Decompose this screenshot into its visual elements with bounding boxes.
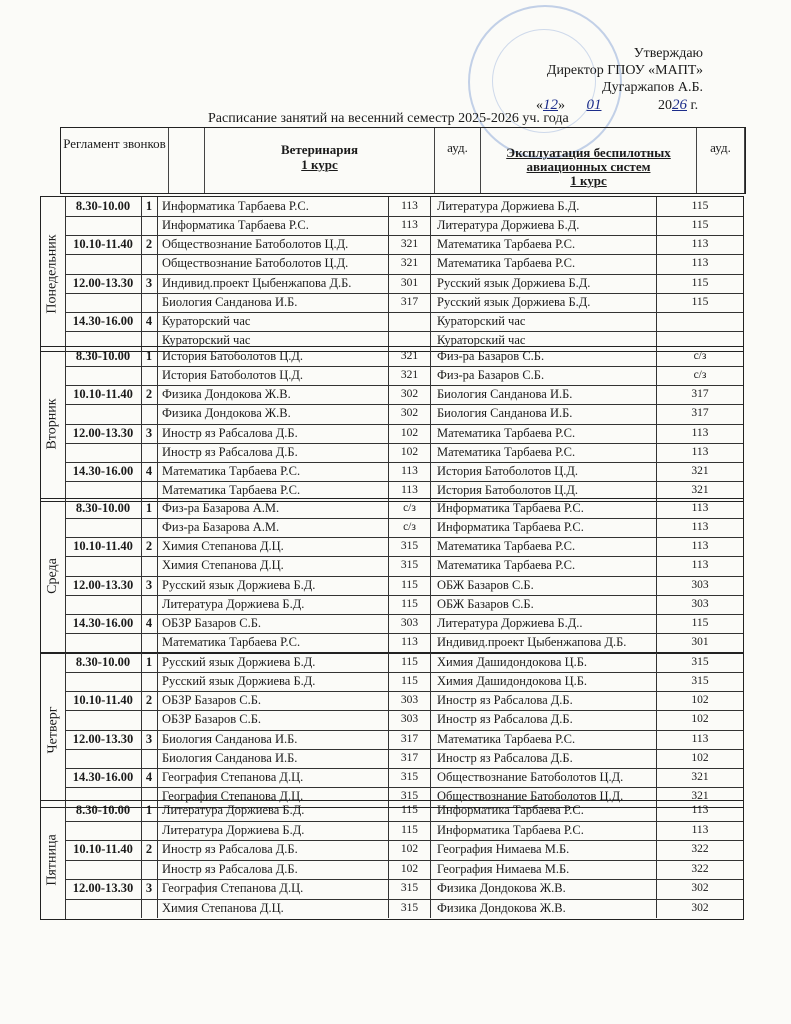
lesson-number: 2 xyxy=(141,385,158,404)
table-row xyxy=(65,197,743,217)
table-row xyxy=(65,216,743,236)
time-cell: 14.30-16.00 xyxy=(65,462,142,481)
day-name-cell xyxy=(41,801,66,919)
vet-lesson: Русский язык Доржиева Б.Д. xyxy=(157,653,389,672)
table-row xyxy=(65,801,743,822)
vet-lesson: Химия Степанова Д.Ц. xyxy=(157,556,389,575)
vet-room: 315 xyxy=(389,879,431,899)
lesson-number: 1 xyxy=(141,347,158,366)
lesson-number: 3 xyxy=(141,576,158,595)
uav-lesson: Литература Доржиева Б.Д.. xyxy=(431,614,657,633)
uav-room: 113 xyxy=(691,540,709,553)
vet-lesson: Математика Тарбаева Р.С. xyxy=(157,633,389,652)
time-cell: 12.00-13.30 xyxy=(65,879,142,899)
vet-room: 115 xyxy=(389,576,431,595)
table-row xyxy=(65,691,743,711)
uav-lesson: ОБЖ Базаров С.Б. xyxy=(431,595,657,614)
approval-signatory: Дугаржапов А.Б. xyxy=(602,80,703,95)
day-name: Среда xyxy=(45,558,60,594)
vet-room: 317 xyxy=(389,293,431,312)
day-name-cell xyxy=(41,653,66,807)
header-group1 xyxy=(205,128,435,193)
vet-lesson: История Батоболотов Ц.Д. xyxy=(157,366,389,385)
time-cell: 10.10-11.40 xyxy=(65,385,142,404)
table-row xyxy=(65,879,743,900)
table-row xyxy=(65,821,743,842)
uav-lesson: Математика Тарбаева Р.С. xyxy=(431,235,657,254)
uav-room: 113 xyxy=(691,804,709,816)
lesson-number: 3 xyxy=(141,274,158,293)
time-cell xyxy=(65,710,142,729)
uav-lesson: Иностр яз Рабсалова Д.Б. xyxy=(431,749,657,768)
vet-room: 113 xyxy=(389,462,431,481)
uav-lesson: Кураторский час xyxy=(431,312,657,331)
vet-room: с/з xyxy=(389,518,431,537)
header-group2 xyxy=(481,128,697,193)
table-row xyxy=(65,672,743,692)
lesson-number: 1 xyxy=(141,653,158,672)
vet-room: 321 xyxy=(389,235,431,254)
time-cell: 14.30-16.00 xyxy=(65,312,142,331)
vet-lesson: ОБЗР Базаров С.Б. xyxy=(157,710,389,729)
uav-lesson: Математика Тарбаева Р.С. xyxy=(431,254,657,273)
vet-room: 102 xyxy=(389,860,431,880)
table-row xyxy=(65,576,743,596)
uav-room: 113 xyxy=(691,426,709,439)
table-row xyxy=(65,254,743,274)
lesson-number xyxy=(141,860,158,880)
uav-lesson: Русский язык Доржиева Б.Д. xyxy=(431,293,657,312)
uav-room: 115 xyxy=(691,295,709,308)
vet-lesson: Физика Дондокова Ж.В. xyxy=(157,385,389,404)
vet-room: 315 xyxy=(389,787,431,806)
time-cell: 8.30-10.00 xyxy=(65,347,142,366)
uav-room: 113 xyxy=(691,559,709,572)
uav-lesson: Биология Санданова И.Б. xyxy=(431,385,657,404)
day-block xyxy=(40,346,744,502)
lesson-number: 2 xyxy=(141,537,158,556)
vet-room xyxy=(389,312,431,331)
uav-room: 102 xyxy=(691,713,709,726)
uav-room: 303 xyxy=(691,597,709,610)
lesson-number xyxy=(141,821,158,841)
vet-room: 303 xyxy=(389,691,431,710)
vet-room: 315 xyxy=(389,556,431,575)
uav-room: 115 xyxy=(691,616,709,629)
uav-room: 115 xyxy=(691,219,709,232)
time-cell: 8.30-10.00 xyxy=(65,499,142,518)
time-cell xyxy=(65,821,142,841)
vet-lesson: История Батоболотов Ц.Д. xyxy=(157,347,389,366)
header-aud2: ауд. xyxy=(697,128,745,193)
table-row xyxy=(65,462,743,482)
date-quote-close: » xyxy=(558,98,565,113)
table-row xyxy=(65,614,743,634)
uav-lesson: Химия Дашидондокова Ц.Б. xyxy=(431,672,657,691)
time-cell xyxy=(65,254,142,273)
vet-room: 321 xyxy=(389,366,431,385)
vet-lesson: Биология Санданова И.Б. xyxy=(157,749,389,768)
vet-lesson: Литература Доржиева Б.Д. xyxy=(157,821,389,841)
time-cell xyxy=(65,749,142,768)
vet-lesson: Химия Степанова Д.Ц. xyxy=(157,537,389,556)
table-row xyxy=(65,235,743,255)
time-cell xyxy=(65,595,142,614)
table-row xyxy=(65,556,743,576)
lesson-number: 1 xyxy=(141,499,158,518)
vet-lesson: Физ-ра Базарова А.М. xyxy=(157,499,389,518)
uav-lesson: Информатика Тарбаева Р.С. xyxy=(431,499,657,518)
uav-lesson: География Нимаева М.Б. xyxy=(431,840,657,860)
time-cell xyxy=(65,404,142,423)
uav-room: 113 xyxy=(691,502,709,514)
time-cell: 10.10-11.40 xyxy=(65,691,142,710)
date-day: 12 xyxy=(543,97,558,113)
uav-lesson: Индивид.проект Цыбенжапова Д.Б. xyxy=(431,633,657,652)
lesson-number: 4 xyxy=(141,312,158,331)
time-cell xyxy=(65,899,142,919)
header-aud1: ауд. xyxy=(435,128,481,193)
approval-position: Директор ГПОУ «МАПТ» xyxy=(546,63,703,78)
day-name: Четверг xyxy=(45,706,61,754)
uav-room: 302 xyxy=(691,901,709,914)
uav-lesson: Информатика Тарбаева Р.С. xyxy=(431,801,657,821)
uav-room: 102 xyxy=(691,694,709,707)
vet-room: 317 xyxy=(389,730,431,749)
uav-lesson: Физ-ра Базаров С.Б. xyxy=(431,347,657,366)
uav-room: с/з xyxy=(693,350,707,362)
vet-lesson: Обществознание Батоболотов Ц.Д. xyxy=(157,254,389,273)
time-cell: 10.10-11.40 xyxy=(65,537,142,556)
day-block xyxy=(40,652,744,808)
vet-lesson: Информатика Тарбаева Р.С. xyxy=(157,216,389,235)
uav-room: 113 xyxy=(691,257,709,270)
lesson-number xyxy=(141,518,158,537)
uav-room: 322 xyxy=(691,843,709,855)
table-row xyxy=(65,404,743,424)
vet-lesson: Математика Тарбаева Р.С. xyxy=(157,481,389,500)
vet-room: 315 xyxy=(389,768,431,787)
table-row xyxy=(65,749,743,769)
uav-lesson: Литература Доржиева Б.Д. xyxy=(431,216,657,235)
vet-lesson: Кураторский час xyxy=(157,331,389,350)
lesson-number xyxy=(141,366,158,385)
uav-room: 113 xyxy=(691,521,709,534)
time-cell xyxy=(65,556,142,575)
time-cell xyxy=(65,443,142,462)
lesson-number xyxy=(141,710,158,729)
vet-lesson: Иностр яз Рабсалова Д.Б. xyxy=(157,840,389,860)
time-cell xyxy=(65,860,142,880)
uav-room: 317 xyxy=(691,407,709,420)
day-name: Пятница xyxy=(45,834,61,886)
uav-lesson: Химия Дашидондокова Ц.Б. xyxy=(431,653,657,672)
uav-lesson: Информатика Тарбаева Р.С. xyxy=(431,518,657,537)
uav-room: 321 xyxy=(691,789,709,802)
lesson-number: 4 xyxy=(141,768,158,787)
uav-room: 321 xyxy=(691,483,709,496)
uav-room: 317 xyxy=(691,388,709,401)
uav-lesson: Обществознание Батоболотов Ц.Д. xyxy=(431,787,657,806)
vet-lesson: Обществознание Батоболотов Ц.Д. xyxy=(157,235,389,254)
vet-room: 113 xyxy=(389,481,431,500)
date-quote-open: « xyxy=(536,98,543,113)
day-name-cell xyxy=(41,347,66,501)
vet-lesson: Физика Дондокова Ж.В. xyxy=(157,404,389,423)
time-cell: 8.30-10.00 xyxy=(65,197,142,216)
uav-lesson: Информатика Тарбаева Р.С. xyxy=(431,821,657,841)
vet-lesson: Иностр яз Рабсалова Д.Б. xyxy=(157,424,389,443)
table-row xyxy=(65,537,743,557)
time-cell: 14.30-16.00 xyxy=(65,768,142,787)
vet-room: 113 xyxy=(389,633,431,652)
uav-lesson: Математика Тарбаева Р.С. xyxy=(431,556,657,575)
table-row xyxy=(65,385,743,405)
lesson-number xyxy=(141,595,158,614)
lesson-number xyxy=(141,633,158,652)
day-name-cell xyxy=(41,197,66,351)
vet-room: 302 xyxy=(389,385,431,404)
day-block xyxy=(40,196,744,352)
table-row xyxy=(65,518,743,538)
header-group2-name: Эксплуатация беспилотных авиационных систем xyxy=(506,145,671,174)
vet-room: 321 xyxy=(389,347,431,366)
lesson-number: 3 xyxy=(141,424,158,443)
vet-room: 302 xyxy=(389,404,431,423)
time-cell xyxy=(65,518,142,537)
date-month: 01 xyxy=(586,97,602,113)
table-row xyxy=(65,366,743,386)
uav-room: с/з xyxy=(693,369,707,382)
lesson-number: 4 xyxy=(141,462,158,481)
date-year: 26 xyxy=(672,97,687,113)
lesson-number: 1 xyxy=(141,801,158,821)
vet-lesson: География Степанова Д.Ц. xyxy=(157,879,389,899)
uav-lesson: ОБЖ Базаров С.Б. xyxy=(431,576,657,595)
lesson-number: 1 xyxy=(141,197,158,216)
time-cell xyxy=(65,633,142,652)
uav-lesson: Русский язык Доржиева Б.Д. xyxy=(431,274,657,293)
uav-lesson: Физика Дондокова Ж.В. xyxy=(431,899,657,919)
uav-lesson: Иностр яз Рабсалова Д.Б. xyxy=(431,691,657,710)
vet-lesson: Русский язык Доржиева Б.Д. xyxy=(157,576,389,595)
vet-room: 102 xyxy=(389,840,431,860)
header-reglament: Регламент звонков xyxy=(61,128,169,193)
time-cell xyxy=(65,293,142,312)
vet-room: 115 xyxy=(389,595,431,614)
uav-lesson: История Батоболотов Ц.Д. xyxy=(431,481,657,500)
vet-lesson: Индивид.проект Цыбенжапова Д.Б. xyxy=(157,274,389,293)
time-cell: 12.00-13.30 xyxy=(65,424,142,443)
table-row xyxy=(65,595,743,615)
uav-lesson: Математика Тарбаева Р.С. xyxy=(431,730,657,749)
table-header xyxy=(60,127,746,194)
vet-room: 113 xyxy=(389,216,431,235)
uav-lesson: Математика Тарбаева Р.С. xyxy=(431,424,657,443)
vet-lesson: Кураторский час xyxy=(157,312,389,331)
vet-lesson: Литература Доржиева Б.Д. xyxy=(157,801,389,821)
table-row xyxy=(65,443,743,463)
approval-heading: Утверждаю xyxy=(633,46,703,61)
uav-lesson: Биология Санданова И.Б. xyxy=(431,404,657,423)
uav-room: 115 xyxy=(691,276,709,289)
uav-room: 322 xyxy=(691,862,709,875)
lesson-number xyxy=(141,443,158,462)
uav-lesson: Физика Дондокова Ж.В. xyxy=(431,879,657,899)
uav-room: 113 xyxy=(691,238,709,251)
header-group1-name: Ветеринария xyxy=(280,142,359,157)
vet-lesson: Химия Степанова Д.Ц. xyxy=(157,899,389,919)
table-row xyxy=(65,633,743,652)
time-cell: 8.30-10.00 xyxy=(65,801,142,821)
day-name: Вторник xyxy=(45,398,60,450)
vet-room: 303 xyxy=(389,614,431,633)
vet-lesson: Биология Санданова И.Б. xyxy=(157,293,389,312)
uav-room: 115 xyxy=(691,200,709,212)
vet-room: 102 xyxy=(389,443,431,462)
uav-lesson: Иностр яз Рабсалова Д.Б. xyxy=(431,710,657,729)
uav-room: 315 xyxy=(691,675,709,688)
lesson-number xyxy=(141,404,158,423)
day-name: Понедельник xyxy=(45,234,61,314)
day-name-cell xyxy=(41,499,66,653)
vet-room: 315 xyxy=(389,899,431,919)
time-cell xyxy=(65,366,142,385)
table-row xyxy=(65,312,743,332)
vet-room: 315 xyxy=(389,537,431,556)
vet-lesson: География Степанова Д.Ц. xyxy=(157,768,389,787)
vet-room: 113 xyxy=(389,197,431,216)
approval-block xyxy=(547,45,703,96)
lesson-number xyxy=(141,556,158,575)
table-row xyxy=(65,710,743,730)
lesson-number: 3 xyxy=(141,879,158,899)
vet-room: 102 xyxy=(389,424,431,443)
lesson-number: 2 xyxy=(141,691,158,710)
page-title: Расписание занятий на весенний семестр 2025-2026 уч. года xyxy=(208,111,569,126)
uav-lesson: Математика Тарбаева Р.С. xyxy=(431,537,657,556)
uav-room: 113 xyxy=(691,823,709,836)
vet-lesson: Физ-ра Базарова А.М. xyxy=(157,518,389,537)
uav-lesson: Обществознание Батоболотов Ц.Д. xyxy=(431,768,657,787)
vet-lesson: ОБЗР Базаров С.Б. xyxy=(157,614,389,633)
vet-lesson: Информатика Тарбаева Р.С. xyxy=(157,197,389,216)
table-row xyxy=(65,653,743,673)
uav-room: 303 xyxy=(691,578,709,591)
table-row xyxy=(65,347,743,367)
uav-room xyxy=(657,312,743,331)
uav-room: 102 xyxy=(691,751,709,764)
lesson-number xyxy=(141,749,158,768)
vet-room: 303 xyxy=(389,710,431,729)
lesson-number xyxy=(141,293,158,312)
vet-room: 115 xyxy=(389,821,431,841)
time-cell: 12.00-13.30 xyxy=(65,576,142,595)
uav-lesson: Физ-ра Базаров С.Б. xyxy=(431,366,657,385)
vet-lesson: Иностр яз Рабсалова Д.Б. xyxy=(157,860,389,880)
table-row xyxy=(65,730,743,750)
table-row xyxy=(65,274,743,294)
vet-room: 301 xyxy=(389,274,431,293)
lesson-number: 4 xyxy=(141,614,158,633)
uav-room: 301 xyxy=(691,635,709,648)
uav-lesson: География Нимаева М.Б. xyxy=(431,860,657,880)
lesson-number xyxy=(141,216,158,235)
lesson-number xyxy=(141,254,158,273)
vet-lesson: Литература Доржиева Б.Д. xyxy=(157,595,389,614)
uav-lesson: Кураторский час xyxy=(431,331,657,350)
uav-room: 321 xyxy=(691,770,709,783)
table-row xyxy=(65,899,743,919)
vet-lesson: Математика Тарбаева Р.С. xyxy=(157,462,389,481)
vet-lesson: Биология Санданова И.Б. xyxy=(157,730,389,749)
uav-room: 315 xyxy=(691,656,709,668)
table-row xyxy=(65,768,743,788)
time-cell: 12.00-13.30 xyxy=(65,730,142,749)
uav-lesson: История Батоболотов Ц.Д. xyxy=(431,462,657,481)
time-cell: 10.10-11.40 xyxy=(65,235,142,254)
day-block xyxy=(40,498,744,654)
vet-lesson: Иностр яз Рабсалова Д.Б. xyxy=(157,443,389,462)
time-cell xyxy=(65,216,142,235)
date-year-prefix: 20 xyxy=(658,98,672,113)
vet-room: 115 xyxy=(389,672,431,691)
lesson-number xyxy=(141,899,158,919)
day-block xyxy=(40,800,744,920)
vet-room: с/з xyxy=(389,499,431,518)
time-cell: 14.30-16.00 xyxy=(65,614,142,633)
vet-lesson: Русский язык Доржиева Б.Д. xyxy=(157,672,389,691)
header-group1-course: 1 курс xyxy=(301,157,338,172)
uav-lesson: Литература Доржиева Б.Д. xyxy=(431,197,657,216)
lesson-number: 3 xyxy=(141,730,158,749)
uav-lesson: Математика Тарбаева Р.С. xyxy=(431,443,657,462)
vet-room: 115 xyxy=(389,801,431,821)
time-cell xyxy=(65,672,142,691)
time-cell: 12.00-13.30 xyxy=(65,274,142,293)
date-suffix: г. xyxy=(690,98,699,113)
table-row xyxy=(65,499,743,519)
table-row xyxy=(65,840,743,861)
uav-room: 113 xyxy=(691,445,709,458)
time-cell: 10.10-11.40 xyxy=(65,840,142,860)
table-row xyxy=(65,293,743,313)
lesson-number: 2 xyxy=(141,235,158,254)
lesson-number: 2 xyxy=(141,840,158,860)
vet-lesson: География Степанова Д.Ц. xyxy=(157,787,389,806)
uav-room: 302 xyxy=(691,882,709,894)
time-cell: 8.30-10.00 xyxy=(65,653,142,672)
uav-room: 321 xyxy=(691,464,709,477)
lesson-number xyxy=(141,672,158,691)
vet-room: 317 xyxy=(389,749,431,768)
table-row xyxy=(65,424,743,444)
vet-lesson: ОБЗР Базаров С.Б. xyxy=(157,691,389,710)
uav-room: 113 xyxy=(691,732,709,745)
vet-room: 321 xyxy=(389,254,431,273)
header-spacer xyxy=(169,128,205,193)
header-group2-course: 1 курс xyxy=(570,173,607,188)
vet-room: 115 xyxy=(389,653,431,672)
table-row xyxy=(65,860,743,881)
